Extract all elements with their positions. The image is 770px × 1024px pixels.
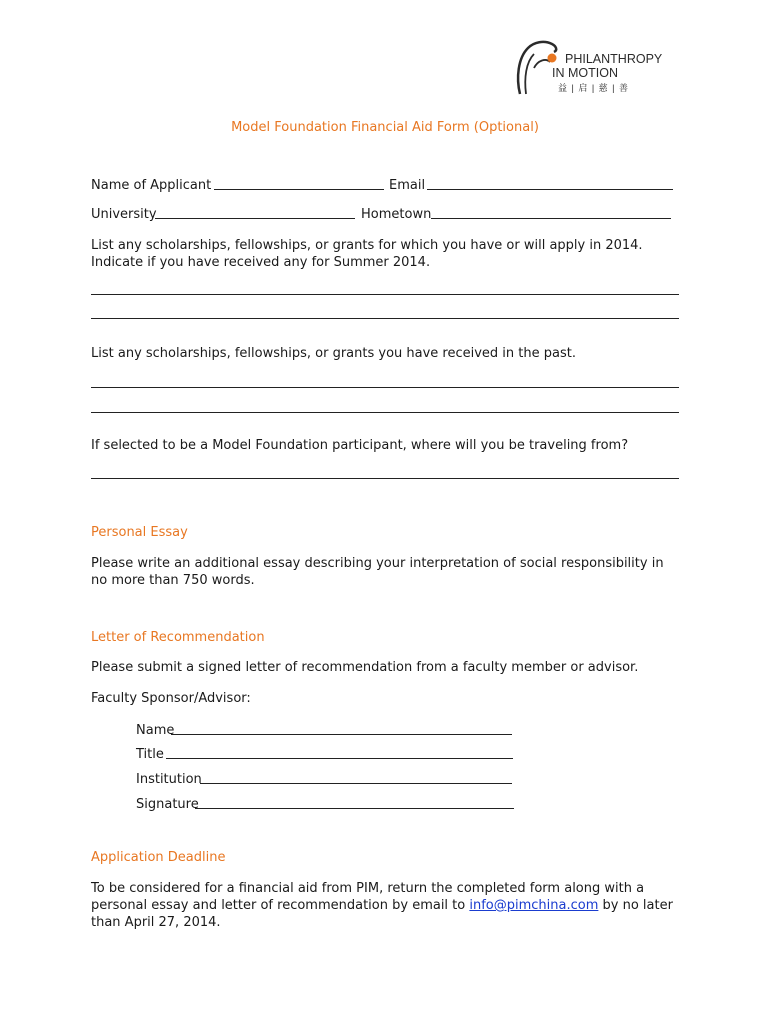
personal-essay-body: Please write an additional essay describing your interpretation of social responsibility in no more than 750 words. [91,556,664,588]
sponsor-signature-field[interactable] [195,808,514,809]
recommendation-heading: Letter of Recommendation [91,630,265,645]
university-label: University [91,207,157,222]
deadline-body [91,880,681,931]
answer-line[interactable] [91,387,679,388]
hometown-field[interactable] [431,218,671,219]
pim-logo [512,38,682,98]
sponsor-signature-label: Signature [136,797,199,812]
answer-line[interactable] [91,478,679,479]
faculty-sponsor-label: Faculty Sponsor/Advisor: [91,691,251,706]
name-of-applicant-label: Name of Applicant [91,178,212,193]
university-field[interactable] [155,218,355,219]
sponsor-name-field[interactable] [171,734,512,735]
question-scholarships-2014: List any scholarships, fellowships, or grants for which you have or will apply in 2014. Indicate if you have received any for Summer 2014. [91,238,643,270]
hometown-label: Hometown [361,207,432,222]
email-label: Email [389,178,426,193]
deadline-text-before: To be considered for a financial aid from PIM, return the completed form along with a personal essay and letter of recommendation by email to [91,881,645,913]
logo-line1: PHILANTHROPY [565,52,663,66]
personal-essay-heading: Personal Essay [91,525,188,540]
sponsor-title-field[interactable] [166,758,513,759]
sponsor-institution-label: Institution [136,772,202,787]
recommendation-body: Please submit a signed letter of recommendation from a faculty member or advisor. [91,660,639,675]
email-link[interactable]: info@pimchina.com [469,898,599,913]
logo-line2: IN MOTION [552,66,618,80]
answer-line[interactable] [91,294,679,295]
question-scholarships-past: List any scholarships, fellowships, or grants you have received in the past. [91,346,576,361]
deadline-heading: Application Deadline [91,850,226,865]
question-traveling-from: If selected to be a Model Foundation participant, where will you be traveling from? [91,438,629,453]
deadline-text-after: by no later than April 27, 2014. [91,898,673,930]
answer-line[interactable] [91,318,679,319]
page-title: Model Foundation Financial Aid Form (Optional) [231,120,539,135]
name-of-applicant-field[interactable] [214,189,384,190]
sponsor-name-label: Name [136,723,175,738]
answer-line[interactable] [91,412,679,413]
sponsor-title-label: Title [136,747,164,762]
sponsor-institution-field[interactable] [200,783,512,784]
email-field[interactable] [427,189,673,190]
logo-chinese: 益 | 启 | 慈 | 善 [558,83,630,93]
